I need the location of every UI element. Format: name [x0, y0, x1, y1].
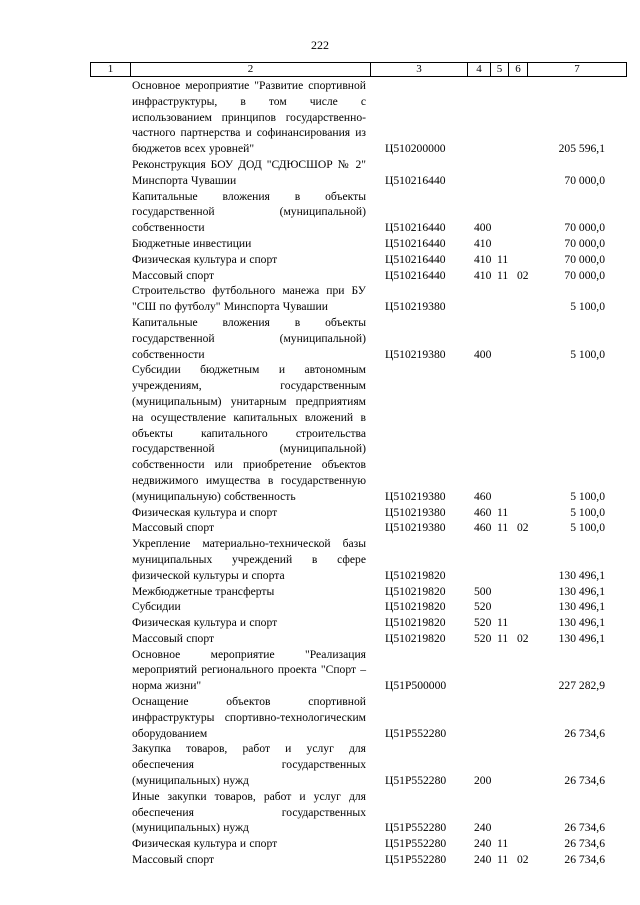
table-row: [0, 647, 640, 694]
table-body: [0, 78, 640, 868]
subsection-code: 02: [517, 631, 529, 645]
subsection-code: 02: [517, 268, 529, 282]
target-article-code: Ц51Р552280: [385, 726, 447, 740]
row-name: Массовый спорт: [132, 853, 215, 867]
row-name: Основное мероприятие "Развитие спортивной инфраструктуры, в том числе с использованием принципов государственно-частного партнерства и софинансирования из бюджетов всех уровней": [132, 79, 366, 156]
expense-type-code: 410: [474, 252, 492, 266]
amount-value: 5 100,0: [570, 505, 605, 519]
table-row: [0, 520, 640, 536]
column-header-2: 2: [131, 63, 371, 77]
row-name: Массовый спорт: [132, 268, 215, 282]
expense-type-code: 500: [474, 584, 492, 598]
table-row: [0, 599, 640, 615]
target-article-code: Ц510219380: [385, 489, 446, 503]
target-article-code: Ц51Р500000: [385, 679, 447, 693]
amount-value: 26 734,6: [564, 774, 605, 788]
target-article-code: Ц510219380: [385, 505, 446, 519]
row-name: Физическая культура и спорт: [132, 837, 278, 851]
row-name: Иные закупки товаров, работ и услуг для обеспечения государственных (муниципальных) нужд: [132, 789, 366, 835]
table-row: [0, 852, 640, 868]
table-row: [0, 78, 640, 157]
row-name: Субсидии бюджетным и автономным учреждениям, государственным (муниципальным) унитарным предприятиям на осуществление капитальных вложений в объекты капитального строительства государственной (муниципальной) собственности или приобретение объектов недвижимого имущества в государственную (муниципальную) собственность: [132, 363, 366, 503]
page-number: 222: [311, 38, 329, 52]
expense-type-code: 520: [474, 600, 492, 614]
target-article-code: Ц51Р552280: [385, 774, 447, 788]
amount-value: 70 000,0: [564, 236, 605, 250]
section-code: 11: [497, 252, 509, 266]
section-code: 11: [497, 505, 509, 519]
column-header-3: 3: [371, 63, 468, 77]
target-article-code: Ц510219820: [385, 631, 446, 645]
amount-value: 130 496,1: [558, 584, 605, 598]
target-article-code: Ц510219380: [385, 521, 446, 535]
expense-type-code: 520: [474, 631, 492, 645]
section-code: 11: [497, 268, 509, 282]
target-article-code: Ц510219380: [385, 300, 446, 314]
column-header-table: [90, 62, 627, 77]
section-code: 11: [497, 853, 509, 867]
column-header-row: [91, 63, 627, 77]
expense-type-code: 460: [474, 489, 492, 503]
table-row: [0, 505, 640, 521]
expense-type-code: 240: [474, 821, 492, 835]
target-article-code: Ц510219820: [385, 600, 446, 614]
expense-type-code: 460: [474, 505, 492, 519]
expense-type-code: 460: [474, 521, 492, 535]
amount-value: 130 496,1: [558, 600, 605, 614]
amount-value: 26 734,6: [564, 821, 605, 835]
table-row: [0, 584, 640, 600]
amount-value: 70 000,0: [564, 173, 605, 187]
table-row: [0, 631, 640, 647]
expense-type-code: 240: [474, 837, 492, 851]
table-row: [0, 615, 640, 631]
amount-value: 130 496,1: [558, 568, 605, 582]
amount-value: 205 596,1: [558, 142, 605, 156]
amount-value: 70 000,0: [564, 221, 605, 235]
row-name: Капитальные вложения в объекты государственной (муниципальной) собственности: [132, 189, 366, 235]
section-code: 11: [497, 631, 509, 645]
table-row: [0, 362, 640, 504]
section-code: 11: [497, 521, 509, 535]
expense-type-code: 410: [474, 268, 492, 282]
target-article-code: Ц51Р552280: [385, 821, 447, 835]
expense-type-code: 410: [474, 236, 492, 250]
table-row: [0, 694, 640, 741]
expense-type-code: 240: [474, 853, 492, 867]
row-name: Физическая культура и спорт: [132, 252, 278, 266]
target-article-code: Ц510219820: [385, 584, 446, 598]
expense-type-code: 400: [474, 347, 492, 361]
target-article-code: Ц510216440: [385, 252, 446, 266]
target-article-code: Ц510216440: [385, 173, 446, 187]
amount-value: 70 000,0: [564, 268, 605, 282]
amount-value: 5 100,0: [570, 521, 605, 535]
table-row: [0, 268, 640, 284]
row-name: Субсидии: [132, 600, 181, 614]
table-row: [0, 315, 640, 362]
row-name: Укрепление материально-технической базы муниципальных учреждений в сфере физической культуры и спорта: [132, 537, 366, 582]
row-name: Закупка товаров, работ и услуг для обеспечения государственных (муниципальных) нужд: [132, 742, 366, 788]
column-header-1: 1: [91, 63, 131, 77]
table-row: [0, 789, 640, 836]
column-header-5: 5: [491, 63, 509, 77]
row-name: Массовый спорт: [132, 631, 215, 645]
amount-value: 5 100,0: [570, 347, 605, 361]
subsection-code: 02: [517, 853, 529, 867]
amount-value: 227 282,9: [558, 679, 605, 693]
row-name: Строительство футбольного манежа при БУ "СШ по футболу" Минспорта Чувашии: [132, 284, 366, 314]
column-header-6: 6: [509, 63, 528, 77]
target-article-code: Ц510219820: [385, 616, 446, 630]
amount-value: 130 496,1: [558, 631, 605, 645]
table-row: [0, 536, 640, 583]
section-code: 11: [497, 616, 509, 630]
amount-value: 26 734,6: [564, 837, 605, 851]
table-row: [0, 252, 640, 268]
row-name: Оснащение объектов спортивной инфраструктуры спортивно-технологическим оборудованием: [132, 695, 366, 740]
target-article-code: Ц510216440: [385, 221, 446, 235]
target-article-code: Ц510200000: [385, 142, 446, 156]
table-row: [0, 283, 640, 315]
row-name: Физическая культура и спорт: [132, 616, 278, 630]
target-article-code: Ц51Р552280: [385, 837, 447, 851]
target-article-code: Ц510216440: [385, 268, 446, 282]
row-name: Реконструкция БОУ ДОД "СДЮСШОР № 2" Минспорта Чувашии: [132, 157, 366, 187]
row-name: Основное мероприятие "Реализация мероприятий регионального проекта "Спорт – норма жизни": [132, 647, 366, 693]
table-row: [0, 236, 640, 252]
target-article-code: Ц51Р552280: [385, 853, 447, 867]
amount-value: 130 496,1: [558, 616, 605, 630]
row-name: Межбюджетные трансферты: [132, 584, 275, 598]
expense-type-code: 200: [474, 774, 492, 788]
subsection-code: 02: [517, 521, 529, 535]
target-article-code: Ц510219380: [385, 347, 446, 361]
expense-type-code: 520: [474, 616, 492, 630]
row-name: Физическая культура и спорт: [132, 505, 278, 519]
column-header-4: 4: [468, 63, 491, 77]
table-row: [0, 189, 640, 236]
section-code: 11: [497, 837, 509, 851]
amount-value: 70 000,0: [564, 252, 605, 266]
table-row: [0, 157, 640, 189]
row-name: Бюджетные инвестиции: [132, 236, 252, 250]
amount-value: 5 100,0: [570, 489, 605, 503]
row-name: Массовый спорт: [132, 521, 215, 535]
row-name: Капитальные вложения в объекты государственной (муниципальной) собственности: [132, 315, 366, 361]
table-row: [0, 741, 640, 788]
target-article-code: Ц510216440: [385, 236, 446, 250]
expense-type-code: 400: [474, 221, 492, 235]
column-header-7: 7: [528, 63, 627, 77]
amount-value: 26 734,6: [564, 726, 605, 740]
amount-value: 26 734,6: [564, 853, 605, 867]
table-row: [0, 836, 640, 852]
target-article-code: Ц510219820: [385, 568, 446, 582]
amount-value: 5 100,0: [570, 300, 605, 314]
